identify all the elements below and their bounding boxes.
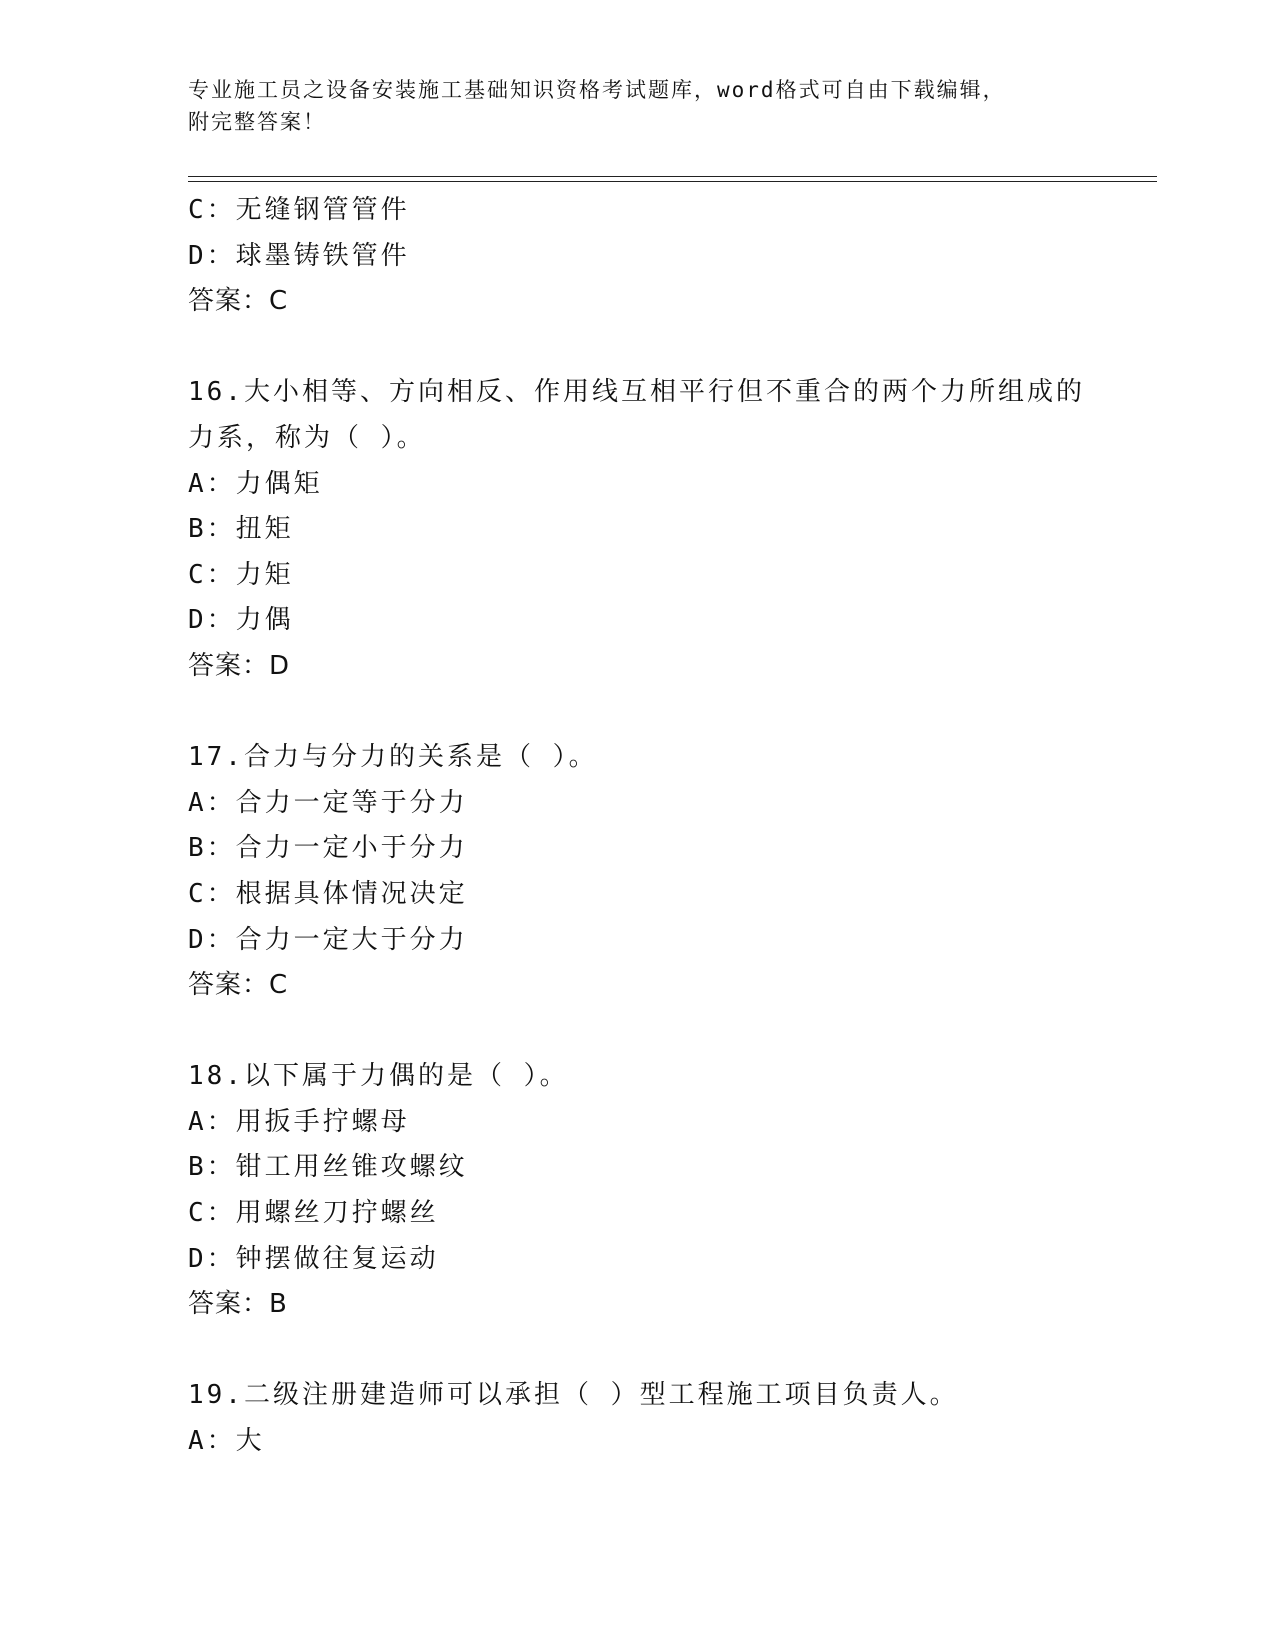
question-19-stem: 19.二级注册建造师可以承担（ ）型工程施工项目负责人。 (188, 1380, 959, 1411)
question-15-answer: 答案：C (188, 286, 289, 317)
question-17-option-d: D：合力一定大于分力 (188, 924, 468, 955)
question-16-stem-line-1: 16.大小相等、方向相反、作用线互相平行但不重合的两个力所组成的 (188, 377, 1085, 408)
question-16-stem-line-2: 力系，称为（ ）。 (188, 422, 426, 453)
question-15-fragment (188, 188, 1148, 325)
question-spacer (188, 1009, 1148, 1055)
question-16-option-d: D：力偶 (188, 605, 294, 636)
question-18-stem: 18.以下属于力偶的是（ ）。 (188, 1061, 569, 1092)
question-15-option-d: D：球墨铸铁管件 (188, 240, 410, 271)
question-18-answer: 答案：B (188, 1289, 288, 1320)
question-17-option-b: B：合力一定小于分力 (188, 833, 468, 864)
question-16-option-a: A：力偶矩 (188, 468, 323, 499)
question-16 (188, 370, 1148, 689)
question-list (188, 188, 1148, 1465)
question-spacer (188, 690, 1148, 736)
question-18 (188, 1054, 1148, 1328)
header-rule-top (188, 176, 1157, 177)
header-line-1: 专业施工员之设备安装施工基础知识资格考试题库，word格式可自由下载编辑， (188, 78, 1006, 102)
question-spacer (188, 325, 1148, 371)
question-15-option-c: C：无缝钢管管件 (188, 195, 410, 225)
question-19-option-a: A：大 (188, 1426, 265, 1457)
question-16-option-b: B：扭矩 (188, 514, 294, 545)
question-17-stem: 17.合力与分力的关系是（ ）。 (188, 742, 598, 773)
question-18-option-b: B：钳工用丝锥攻螺纹 (188, 1152, 468, 1183)
question-17-option-a: A：合力一定等于分力 (188, 787, 468, 818)
question-19 (188, 1373, 1148, 1464)
question-spacer (188, 1328, 1148, 1374)
question-18-option-d: D：钟摆做往复运动 (188, 1243, 439, 1274)
header-rule-bottom (188, 181, 1157, 182)
header-line-2: 附完整答案！ (188, 110, 326, 134)
question-17-answer: 答案：C (188, 970, 289, 1001)
question-18-option-c: C：用螺丝刀拧螺丝 (188, 1198, 439, 1229)
question-16-answer: 答案：D (188, 650, 291, 681)
question-17 (188, 735, 1148, 1009)
question-17-option-c: C：根据具体情况决定 (188, 878, 468, 909)
question-18-option-a: A：用扳手拧螺母 (188, 1106, 410, 1137)
question-16-option-c: C：力矩 (188, 559, 294, 590)
document-header (188, 74, 1068, 138)
